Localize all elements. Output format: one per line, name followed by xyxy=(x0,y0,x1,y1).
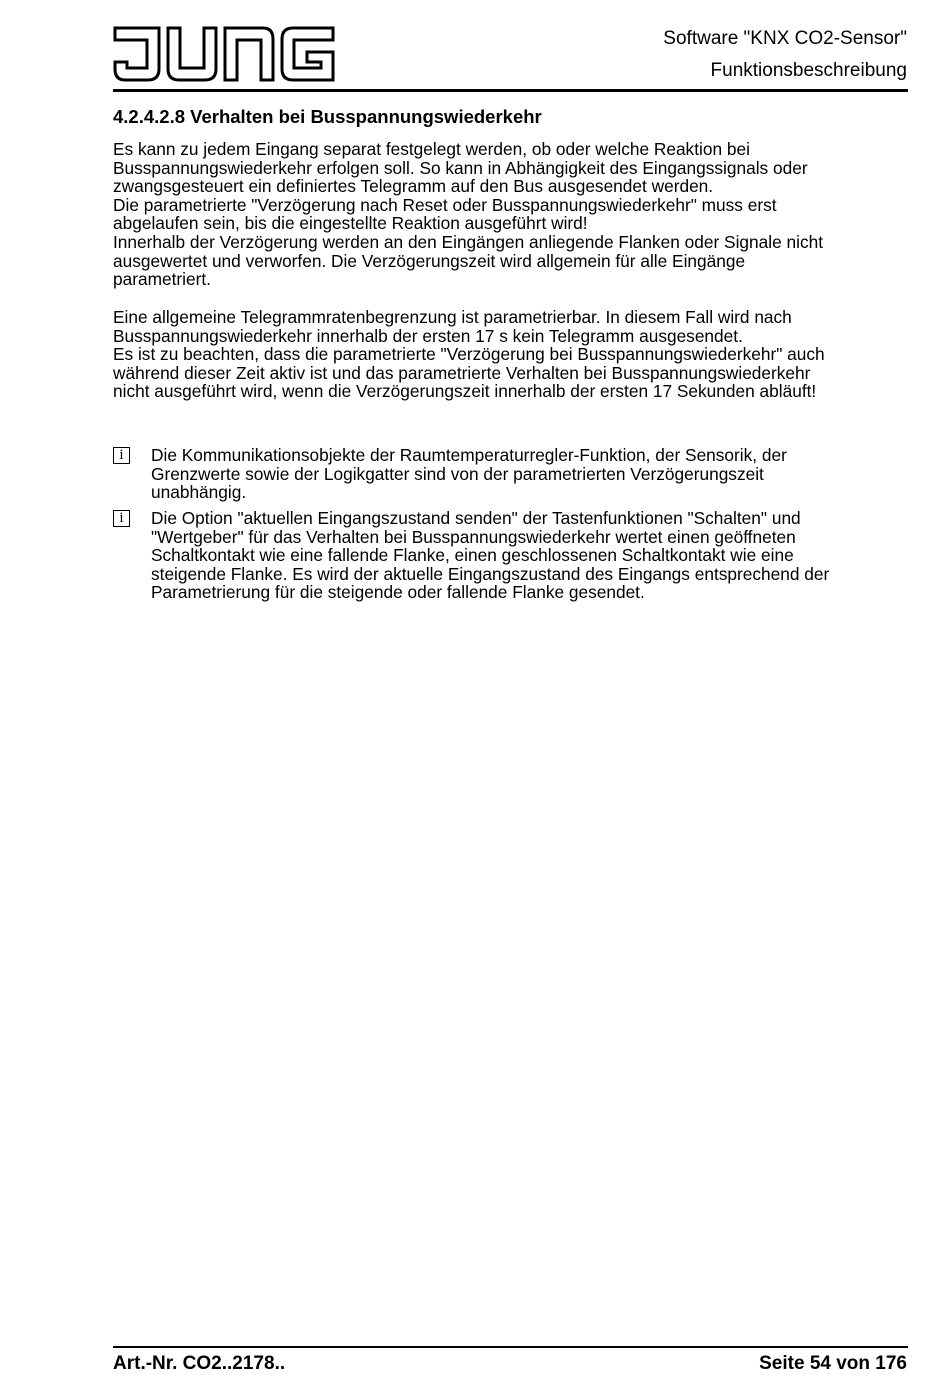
paragraph-line: Eine allgemeine Telegrammratenbegrenzung ist parametrierbar. In diesem Fall wird nach xyxy=(113,307,792,327)
paragraph-line: zwangsgesteuert ein definiertes Telegramm auf den Bus ausgesendet werden. xyxy=(113,176,714,197)
note-line: steigende Flanke. Es wird der aktuelle Eingangszustand des Eingangs entsprechend der xyxy=(151,563,830,584)
paragraph-line: Es kann zu jedem Eingang separat festgelegt werden, ob oder welche Reaktion bei xyxy=(113,139,750,159)
paragraph-line: während dieser Zeit aktiv ist und das parametrierte Verhalten bei Busspannungswiederkehr xyxy=(113,362,811,383)
info-icon: i xyxy=(113,447,130,464)
note-line: Schaltkontakt wie eine fallende Flanke, einen geschlossenen Schaltkontakt wie eine xyxy=(151,545,794,566)
document-title: Software "KNX CO2-Sensor" xyxy=(663,28,907,49)
paragraph-line: Die parametrierte "Verzögerung nach Reset oder Busspannungswiederkehr" muss erst xyxy=(113,194,777,215)
note-line: Die Kommunikationsobjekte der Raumtemperaturregler-Funktion, der Sensorik, der xyxy=(151,445,787,465)
paragraph-line: Innerhalb der Verzögerung werden an den Eingängen anliegende Flanken oder Signale nicht xyxy=(113,231,824,252)
paragraph-line: abgelaufen sein, bis die eingestellte Reaktion ausgeführt wird! xyxy=(113,213,588,234)
header-rule xyxy=(113,89,908,92)
note-line: Die Option "aktuellen Eingangszustand senden" der Tastenfunktionen "Schalten" und xyxy=(151,508,801,528)
article-number: Art.-Nr. CO2..2178.. xyxy=(113,1353,286,1374)
page-number: Seite 54 von 176 xyxy=(759,1353,907,1374)
paragraph-2 xyxy=(113,308,913,401)
document-subtitle: Funktionsbeschreibung xyxy=(710,60,907,81)
info-icon: i xyxy=(113,510,130,527)
footer-rule xyxy=(113,1346,908,1348)
paragraph-1 xyxy=(113,140,913,289)
paragraph-line: Busspannungswiederkehr erfolgen soll. So kann in Abhängigkeit des Eingangssignals oder xyxy=(113,157,808,178)
paragraph-line: parametriert. xyxy=(113,269,211,290)
note-line: Grenzwerte sowie der Logikgatter sind von der parametrierten Verzögerungszeit xyxy=(151,463,764,484)
note-line: "Wertgeber" für das Verhalten bei Busspannungswiederkehr wertet einen geöffneten xyxy=(151,526,796,547)
paragraph-line: Es ist zu beachten, dass die parametrierte "Verzögerung bei Busspannungswiederkehr" auch xyxy=(113,344,825,365)
paragraph-line: ausgewertet und verworfen. Die Verzögerungszeit wird allgemein für alle Eingänge xyxy=(113,250,746,271)
note-line: unabhängig. xyxy=(151,482,247,503)
jung-logo xyxy=(113,26,335,82)
note-line: Parametrierung für die steigende oder fallende Flanke gesendet. xyxy=(151,582,645,603)
paragraph-line: Busspannungswiederkehr innerhalb der ersten 17 s kein Telegramm ausgesendet. xyxy=(113,325,743,346)
paragraph-line: nicht ausgeführt wird, wenn die Verzögerungszeit innerhalb der ersten 17 Sekunden abläuft! xyxy=(113,381,817,402)
section-heading: 4.2.4.2.8 Verhalten bei Busspannungswiederkehr xyxy=(113,106,542,127)
